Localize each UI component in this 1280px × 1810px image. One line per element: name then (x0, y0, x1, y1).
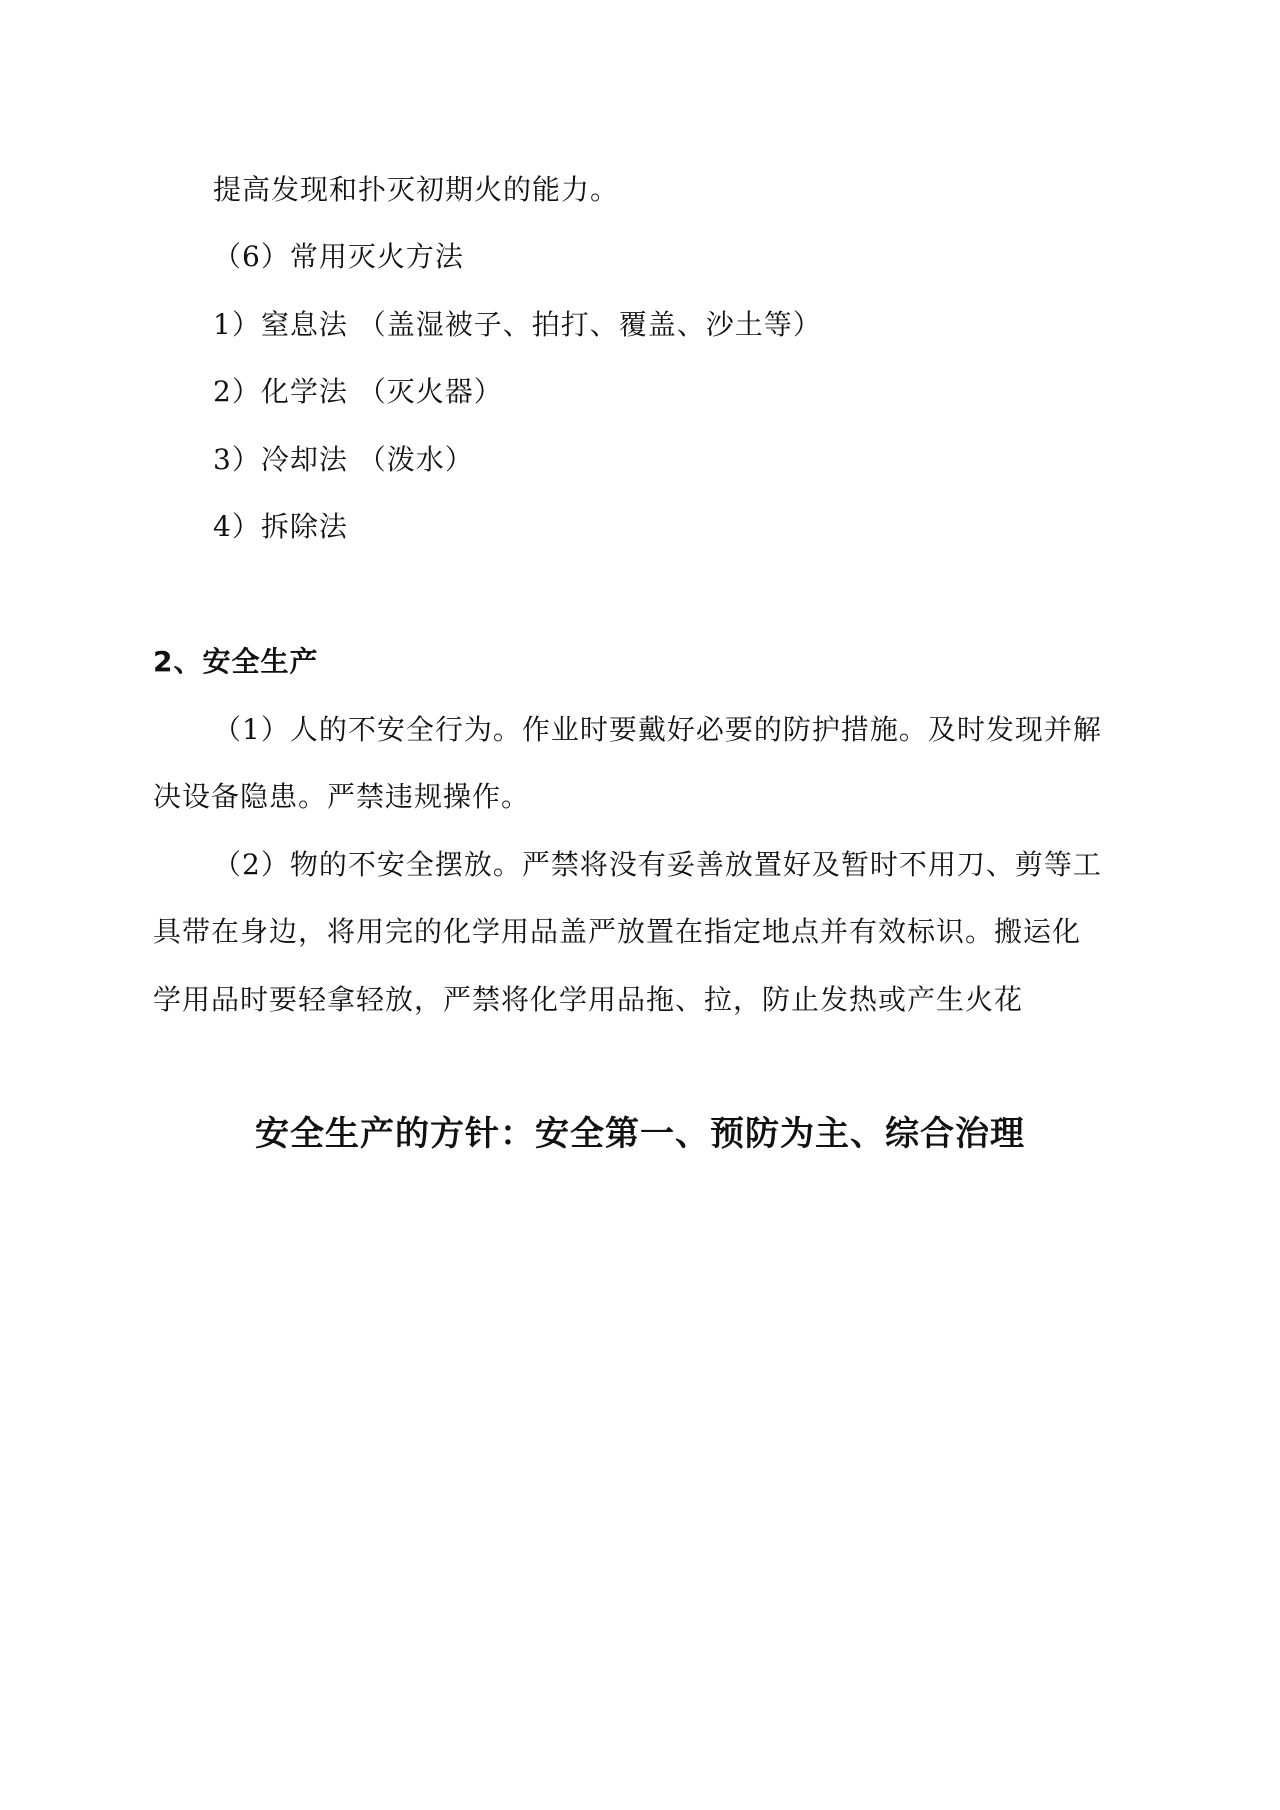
safety-item1-line1: （1）人的不安全行为。作业时要戴好必要的防护措施。及时发现并解 (213, 713, 1102, 746)
safety-item2-line1: （2）物的不安全摆放。严禁将没有妥善放置好及暂时不用刀、剪等工 (213, 848, 1102, 881)
safety-section-heading: 2、安全生产 (153, 645, 319, 678)
safety-item2-line2: 具带在身边，将用完的化学用品盖严放置在指定地点并有效标识。搬运化 (153, 915, 1082, 948)
fire-methods-heading: （6）常用灭火方法 (213, 240, 464, 273)
fire-method-demolition: 4）拆除法 (213, 510, 348, 543)
fire-method-chemical: 2）化学法 （灭火器） (213, 375, 503, 408)
safety-policy-title: 安全生产的方针：安全第一、预防为主、综合治理 (255, 1114, 1025, 1154)
fire-method-suffocation: 1）窒息法 （盖湿被子、拍打、覆盖、沙土等） (213, 308, 822, 341)
fire-continuation-text: 提高发现和扑灭初期火的能力。 (213, 173, 620, 206)
fire-method-cooling: 3）冷却法 （泼水） (213, 443, 474, 476)
safety-item1-line2: 决设备隐患。严禁违规操作。 (153, 780, 531, 813)
safety-item2-line3: 学用品时要轻拿轻放，严禁将化学用品拖、拉，防止发热或产生火花 (153, 983, 1024, 1016)
